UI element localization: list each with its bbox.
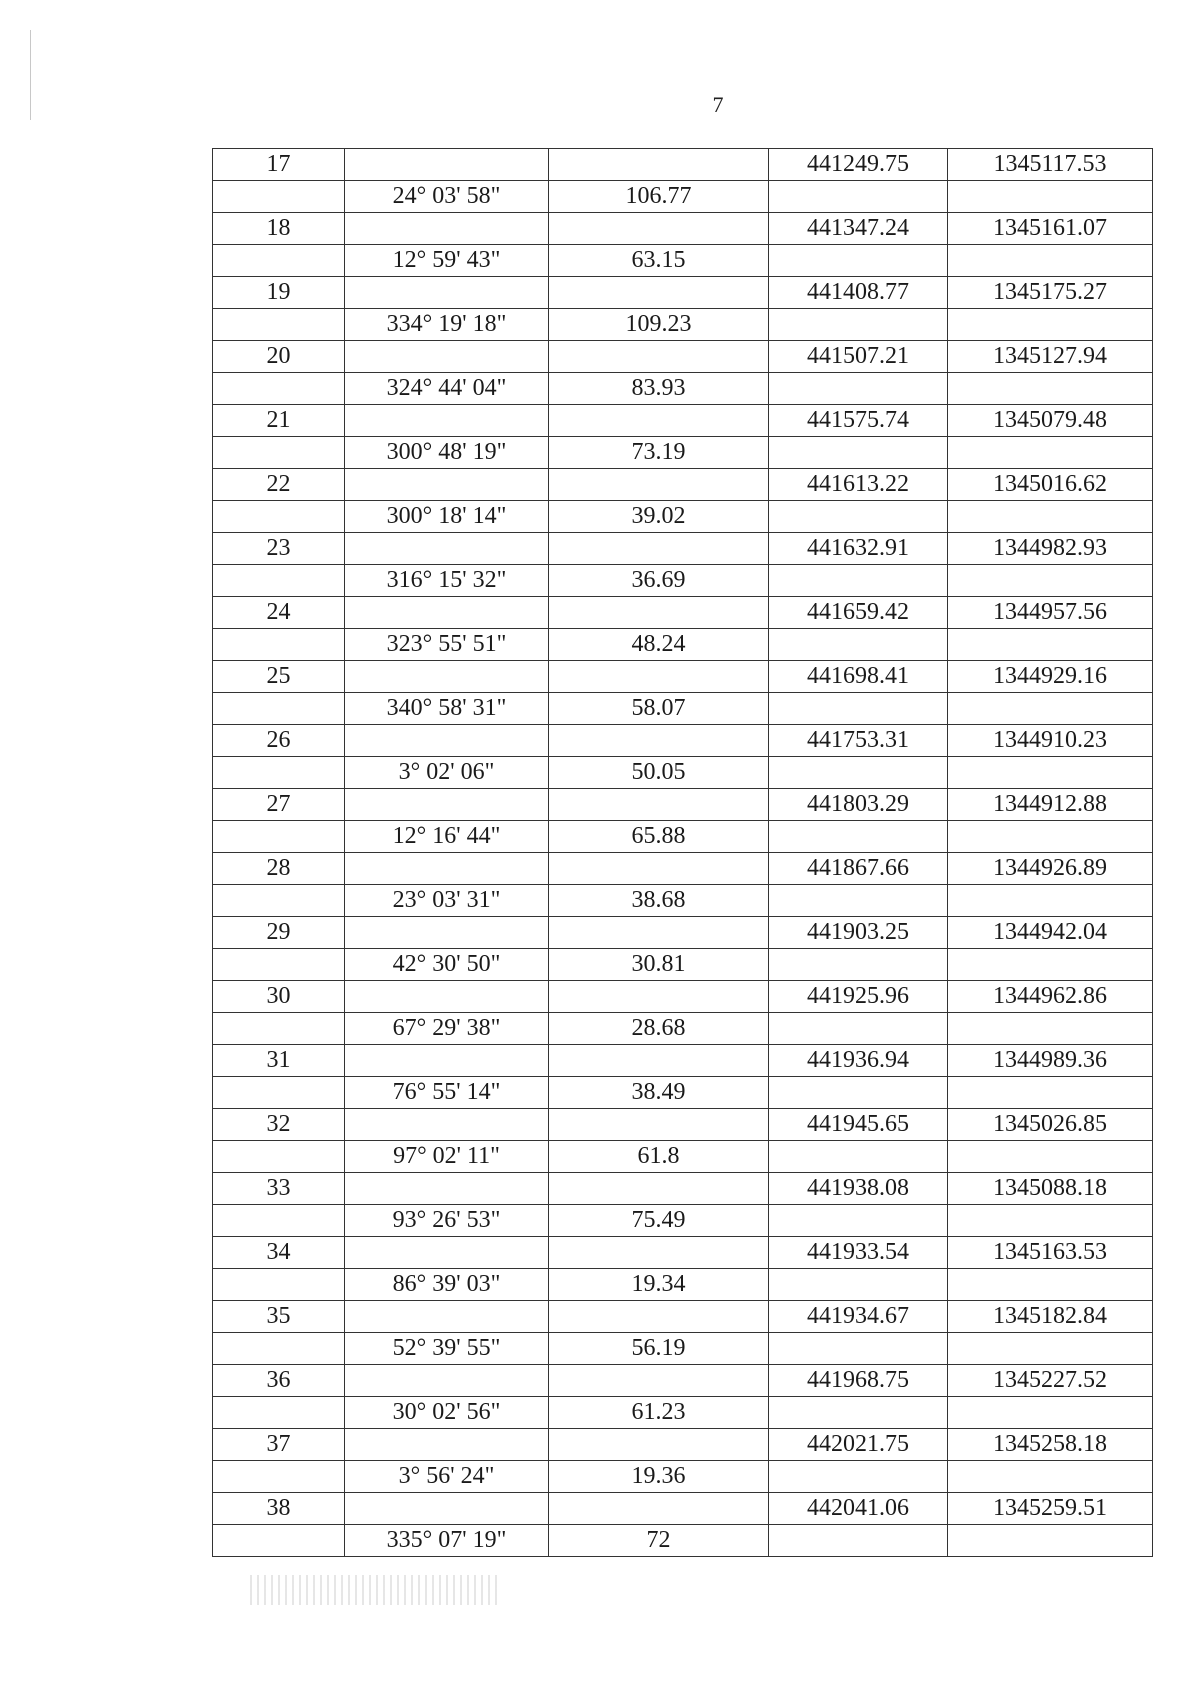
table-row: [213, 277, 1153, 309]
bearing-cell: 97° 02' 11": [345, 1141, 549, 1173]
point-cell: 17: [213, 149, 345, 181]
northing-cell: [769, 1525, 948, 1557]
table-row: [213, 885, 1153, 917]
distance-cell: 65.88: [549, 821, 769, 853]
point-cell: [213, 373, 345, 405]
northing-cell: [769, 1141, 948, 1173]
distance-cell: [549, 149, 769, 181]
coordinates-table: [212, 148, 1153, 1557]
bearing-cell: [345, 661, 549, 693]
easting-cell: [948, 1141, 1153, 1173]
easting-cell: [948, 1205, 1153, 1237]
distance-cell: 61.8: [549, 1141, 769, 1173]
point-cell: 37: [213, 1429, 345, 1461]
distance-cell: [549, 853, 769, 885]
distance-cell: 75.49: [549, 1205, 769, 1237]
table-row: [213, 1333, 1153, 1365]
point-cell: [213, 885, 345, 917]
distance-cell: 61.23: [549, 1397, 769, 1429]
bearing-cell: [345, 853, 549, 885]
easting-cell: [948, 885, 1153, 917]
distance-cell: [549, 533, 769, 565]
bearing-cell: 12° 16' 44": [345, 821, 549, 853]
easting-cell: 1344942.04: [948, 917, 1153, 949]
point-cell: 35: [213, 1301, 345, 1333]
easting-cell: 1345182.84: [948, 1301, 1153, 1333]
point-cell: 25: [213, 661, 345, 693]
northing-cell: [769, 181, 948, 213]
table-row: [213, 1493, 1153, 1525]
bearing-cell: [345, 405, 549, 437]
bearing-cell: 93° 26' 53": [345, 1205, 549, 1237]
easting-cell: 1345079.48: [948, 405, 1153, 437]
bearing-cell: [345, 277, 549, 309]
bearing-cell: [345, 469, 549, 501]
point-cell: 20: [213, 341, 345, 373]
distance-cell: 36.69: [549, 565, 769, 597]
distance-cell: 30.81: [549, 949, 769, 981]
bearing-cell: 52° 39' 55": [345, 1333, 549, 1365]
northing-cell: 441938.08: [769, 1173, 948, 1205]
easting-cell: [948, 245, 1153, 277]
table-row: [213, 437, 1153, 469]
bearing-cell: [345, 1429, 549, 1461]
easting-cell: [948, 1269, 1153, 1301]
bearing-cell: [345, 1109, 549, 1141]
bearing-cell: [345, 1365, 549, 1397]
northing-cell: [769, 309, 948, 341]
bearing-cell: [345, 789, 549, 821]
bearing-cell: 12° 59' 43": [345, 245, 549, 277]
northing-cell: [769, 501, 948, 533]
distance-cell: [549, 661, 769, 693]
bearing-cell: 86° 39' 03": [345, 1269, 549, 1301]
northing-cell: [769, 949, 948, 981]
easting-cell: [948, 1333, 1153, 1365]
bearing-cell: [345, 981, 549, 1013]
table-row: [213, 789, 1153, 821]
easting-cell: [948, 693, 1153, 725]
northing-cell: 441925.96: [769, 981, 948, 1013]
distance-cell: 39.02: [549, 501, 769, 533]
bearing-cell: [345, 533, 549, 565]
point-cell: [213, 1013, 345, 1045]
distance-cell: [549, 469, 769, 501]
easting-cell: [948, 437, 1153, 469]
easting-cell: [948, 1013, 1153, 1045]
point-cell: 34: [213, 1237, 345, 1269]
easting-cell: 1345088.18: [948, 1173, 1153, 1205]
northing-cell: 441903.25: [769, 917, 948, 949]
point-cell: [213, 181, 345, 213]
easting-cell: 1345117.53: [948, 149, 1153, 181]
table-row: [213, 1013, 1153, 1045]
easting-cell: [948, 373, 1153, 405]
easting-cell: 1345227.52: [948, 1365, 1153, 1397]
table-row: [213, 341, 1153, 373]
table-row: [213, 1269, 1153, 1301]
point-cell: [213, 693, 345, 725]
easting-cell: 1344926.89: [948, 853, 1153, 885]
table-row: [213, 1365, 1153, 1397]
easting-cell: [948, 949, 1153, 981]
point-cell: 28: [213, 853, 345, 885]
table-row: [213, 309, 1153, 341]
bearing-cell: 316° 15' 32": [345, 565, 549, 597]
easting-cell: 1345258.18: [948, 1429, 1153, 1461]
table-row: [213, 661, 1153, 693]
northing-cell: 441613.22: [769, 469, 948, 501]
easting-cell: [948, 309, 1153, 341]
northing-cell: 442041.06: [769, 1493, 948, 1525]
easting-cell: 1344962.86: [948, 981, 1153, 1013]
scan-edge-line: [30, 30, 31, 120]
northing-cell: [769, 693, 948, 725]
bearing-cell: 24° 03' 58": [345, 181, 549, 213]
bearing-cell: 67° 29' 38": [345, 1013, 549, 1045]
distance-cell: 63.15: [549, 245, 769, 277]
distance-cell: [549, 597, 769, 629]
northing-cell: 441803.29: [769, 789, 948, 821]
table-row: [213, 1173, 1153, 1205]
distance-cell: 83.93: [549, 373, 769, 405]
bearing-cell: 323° 55' 51": [345, 629, 549, 661]
distance-cell: [549, 213, 769, 245]
northing-cell: [769, 565, 948, 597]
bearing-cell: 42° 30' 50": [345, 949, 549, 981]
table-row: [213, 181, 1153, 213]
point-cell: [213, 629, 345, 661]
distance-cell: [549, 1365, 769, 1397]
bearing-cell: 300° 18' 14": [345, 501, 549, 533]
bearing-cell: [345, 597, 549, 629]
bearing-cell: 324° 44' 04": [345, 373, 549, 405]
table-row: [213, 1525, 1153, 1557]
page-number: 7: [712, 92, 724, 117]
bearing-cell: 3° 56' 24": [345, 1461, 549, 1493]
northing-cell: 441968.75: [769, 1365, 948, 1397]
northing-cell: [769, 1461, 948, 1493]
northing-cell: [769, 885, 948, 917]
distance-cell: [549, 1493, 769, 1525]
northing-cell: 441945.65: [769, 1109, 948, 1141]
point-cell: [213, 565, 345, 597]
point-cell: [213, 501, 345, 533]
point-cell: 29: [213, 917, 345, 949]
northing-cell: [769, 373, 948, 405]
easting-cell: [948, 1525, 1153, 1557]
distance-cell: [549, 1301, 769, 1333]
bearing-cell: 3° 02' 06": [345, 757, 549, 789]
distance-cell: 106.77: [549, 181, 769, 213]
easting-cell: [948, 1077, 1153, 1109]
table-row: [213, 1237, 1153, 1269]
table-row: [213, 501, 1153, 533]
table-row: [213, 1109, 1153, 1141]
table-row: [213, 213, 1153, 245]
table-row: [213, 949, 1153, 981]
northing-cell: 441867.66: [769, 853, 948, 885]
bearing-cell: 335° 07' 19": [345, 1525, 549, 1557]
table-row: [213, 597, 1153, 629]
table-row: [213, 693, 1153, 725]
northing-cell: [769, 1269, 948, 1301]
northing-cell: [769, 1333, 948, 1365]
table-row: [213, 1429, 1153, 1461]
distance-cell: 72: [549, 1525, 769, 1557]
distance-cell: [549, 917, 769, 949]
distance-cell: [549, 789, 769, 821]
point-cell: 24: [213, 597, 345, 629]
northing-cell: 441507.21: [769, 341, 948, 373]
northing-cell: 442021.75: [769, 1429, 948, 1461]
easting-cell: 1345026.85: [948, 1109, 1153, 1141]
easting-cell: [948, 1397, 1153, 1429]
northing-cell: [769, 1397, 948, 1429]
northing-cell: [769, 1077, 948, 1109]
table-row: [213, 405, 1153, 437]
easting-cell: [948, 757, 1153, 789]
point-cell: [213, 1205, 345, 1237]
easting-cell: [948, 1461, 1153, 1493]
bearing-cell: 30° 02' 56": [345, 1397, 549, 1429]
distance-cell: [549, 1109, 769, 1141]
easting-cell: 1345175.27: [948, 277, 1153, 309]
northing-cell: 441632.91: [769, 533, 948, 565]
point-cell: 36: [213, 1365, 345, 1397]
bearing-cell: [345, 341, 549, 373]
point-cell: [213, 1525, 345, 1557]
easting-cell: 1344929.16: [948, 661, 1153, 693]
table-row: [213, 853, 1153, 885]
table-row: [213, 1301, 1153, 1333]
bearing-cell: [345, 1493, 549, 1525]
bearing-cell: [345, 1045, 549, 1077]
northing-cell: 441934.67: [769, 1301, 948, 1333]
northing-cell: [769, 1205, 948, 1237]
point-cell: [213, 757, 345, 789]
table-row: [213, 469, 1153, 501]
easting-cell: 1345016.62: [948, 469, 1153, 501]
northing-cell: 441936.94: [769, 1045, 948, 1077]
easting-cell: 1344957.56: [948, 597, 1153, 629]
table-body: [213, 149, 1153, 1557]
distance-cell: [549, 1173, 769, 1205]
point-cell: 30: [213, 981, 345, 1013]
bearing-cell: 334° 19' 18": [345, 309, 549, 341]
table-row: [213, 149, 1153, 181]
point-cell: 19: [213, 277, 345, 309]
distance-cell: [549, 405, 769, 437]
table-row: [213, 917, 1153, 949]
distance-cell: 56.19: [549, 1333, 769, 1365]
northing-cell: 441347.24: [769, 213, 948, 245]
table-row: [213, 1461, 1153, 1493]
point-cell: [213, 1141, 345, 1173]
distance-cell: 19.36: [549, 1461, 769, 1493]
bearing-cell: 23° 03' 31": [345, 885, 549, 917]
distance-cell: [549, 725, 769, 757]
easting-cell: [948, 821, 1153, 853]
easting-cell: 1344912.88: [948, 789, 1153, 821]
northing-cell: [769, 821, 948, 853]
point-cell: [213, 1269, 345, 1301]
point-cell: 31: [213, 1045, 345, 1077]
bearing-cell: [345, 1237, 549, 1269]
point-cell: 32: [213, 1109, 345, 1141]
table-row: [213, 757, 1153, 789]
bearing-cell: [345, 725, 549, 757]
table-row: [213, 1077, 1153, 1109]
point-cell: 21: [213, 405, 345, 437]
easting-cell: 1344910.23: [948, 725, 1153, 757]
easting-cell: 1345259.51: [948, 1493, 1153, 1525]
point-cell: [213, 821, 345, 853]
table-row: [213, 725, 1153, 757]
distance-cell: [549, 341, 769, 373]
bearing-cell: [345, 917, 549, 949]
point-cell: [213, 1461, 345, 1493]
point-cell: [213, 245, 345, 277]
table-row: [213, 533, 1153, 565]
easting-cell: 1345127.94: [948, 341, 1153, 373]
point-cell: [213, 1333, 345, 1365]
scan-smudge: [250, 1575, 500, 1605]
table-row: [213, 565, 1153, 597]
point-cell: 23: [213, 533, 345, 565]
northing-cell: 441698.41: [769, 661, 948, 693]
bearing-cell: 76° 55' 14": [345, 1077, 549, 1109]
table-row: [213, 1045, 1153, 1077]
table-row: [213, 1205, 1153, 1237]
northing-cell: 441575.74: [769, 405, 948, 437]
easting-cell: [948, 565, 1153, 597]
point-cell: [213, 1397, 345, 1429]
point-cell: 38: [213, 1493, 345, 1525]
bearing-cell: 340° 58' 31": [345, 693, 549, 725]
easting-cell: [948, 629, 1153, 661]
distance-cell: [549, 981, 769, 1013]
easting-cell: 1344989.36: [948, 1045, 1153, 1077]
distance-cell: [549, 277, 769, 309]
distance-cell: [549, 1429, 769, 1461]
point-cell: 18: [213, 213, 345, 245]
distance-cell: 38.68: [549, 885, 769, 917]
easting-cell: [948, 181, 1153, 213]
northing-cell: 441249.75: [769, 149, 948, 181]
northing-cell: 441659.42: [769, 597, 948, 629]
easting-cell: 1345163.53: [948, 1237, 1153, 1269]
northing-cell: [769, 1013, 948, 1045]
bearing-cell: [345, 149, 549, 181]
distance-cell: 50.05: [549, 757, 769, 789]
northing-cell: 441933.54: [769, 1237, 948, 1269]
distance-cell: 28.68: [549, 1013, 769, 1045]
table-row: [213, 981, 1153, 1013]
point-cell: 33: [213, 1173, 345, 1205]
bearing-cell: 300° 48' 19": [345, 437, 549, 469]
distance-cell: 73.19: [549, 437, 769, 469]
table-row: [213, 1141, 1153, 1173]
table-row: [213, 373, 1153, 405]
point-cell: 26: [213, 725, 345, 757]
northing-cell: 441408.77: [769, 277, 948, 309]
table-row: [213, 245, 1153, 277]
easting-cell: [948, 501, 1153, 533]
bearing-cell: [345, 213, 549, 245]
northing-cell: [769, 245, 948, 277]
bearing-cell: [345, 1301, 549, 1333]
point-cell: [213, 309, 345, 341]
point-cell: [213, 949, 345, 981]
point-cell: [213, 1077, 345, 1109]
northing-cell: [769, 757, 948, 789]
point-cell: [213, 437, 345, 469]
distance-cell: 109.23: [549, 309, 769, 341]
table-row: [213, 821, 1153, 853]
northing-cell: [769, 629, 948, 661]
table-row: [213, 629, 1153, 661]
table-row: [213, 1397, 1153, 1429]
point-cell: 22: [213, 469, 345, 501]
point-cell: 27: [213, 789, 345, 821]
distance-cell: [549, 1045, 769, 1077]
distance-cell: 58.07: [549, 693, 769, 725]
distance-cell: 48.24: [549, 629, 769, 661]
northing-cell: 441753.31: [769, 725, 948, 757]
northing-cell: [769, 437, 948, 469]
distance-cell: 19.34: [549, 1269, 769, 1301]
bearing-cell: [345, 1173, 549, 1205]
easting-cell: 1344982.93: [948, 533, 1153, 565]
easting-cell: 1345161.07: [948, 213, 1153, 245]
distance-cell: [549, 1237, 769, 1269]
distance-cell: 38.49: [549, 1077, 769, 1109]
